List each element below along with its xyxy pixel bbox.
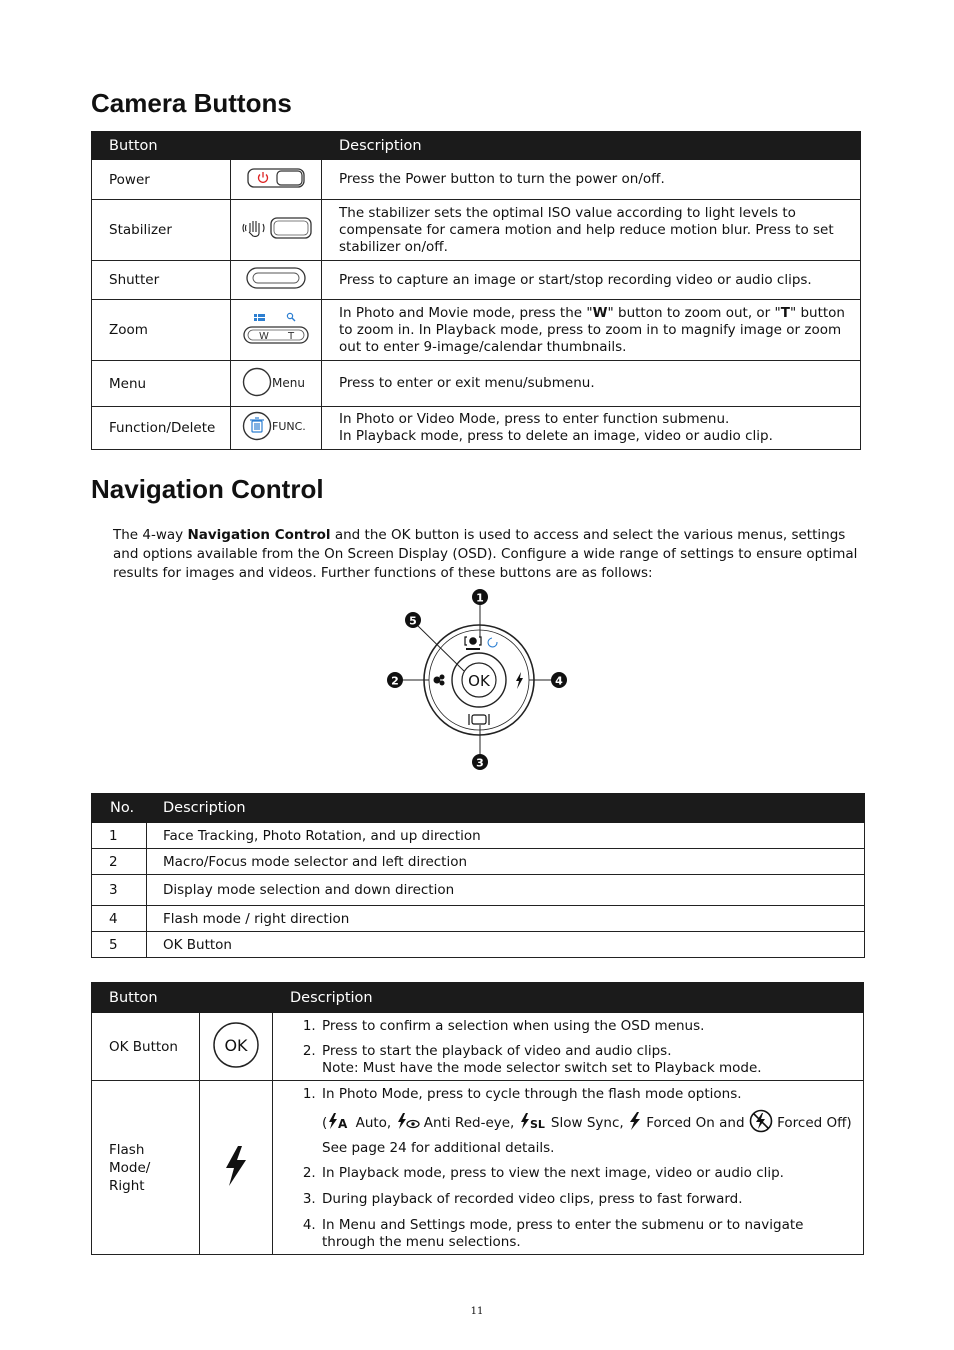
svg-text:1: 1 — [476, 591, 484, 605]
zoom-lever-icon — [231, 300, 322, 361]
flash-slow-sync-icon — [519, 1112, 547, 1130]
row-desc-power: Press the Power button to turn the power on/off. — [322, 160, 861, 200]
row-desc-flash-mode — [273, 1081, 864, 1255]
svg-text:3: 3 — [476, 756, 484, 770]
row-desc-function-delete: In Photo or Video Mode, press to enter function submenu. In Playback mode, press to delete an image, video or audio clip. — [322, 407, 861, 450]
camera-buttons-title: Camera Buttons — [91, 88, 292, 118]
row-label-power: Power — [92, 160, 231, 200]
col-header-description: Description — [147, 794, 865, 823]
table-row: 5 OK Button — [92, 932, 865, 958]
table-row — [92, 200, 861, 261]
table-row: 2 Macro/Focus mode selector and left direction — [92, 849, 865, 875]
menu-button-icon — [231, 361, 322, 407]
col-header-button: Button — [92, 983, 273, 1013]
row-desc-menu: Press to enter or exit menu/submenu. — [322, 361, 861, 407]
table-row — [92, 300, 861, 361]
svg-text:A: A — [338, 1117, 348, 1130]
table-row — [92, 1013, 864, 1081]
shutter-button-icon — [231, 261, 322, 300]
list-item: 2. In Playback mode, press to view the next image, video or audio clip. — [320, 1165, 853, 1182]
navigation-numbers-table — [91, 793, 865, 958]
flash-modes-line: ( A Auto, Anti Red-eye, SL Slow Sync, Forced On and Forced Off) — [322, 1109, 853, 1134]
row-desc-ok-button — [273, 1013, 864, 1081]
col-header-description: Description — [322, 132, 861, 160]
ok-center-label: OK — [468, 672, 490, 690]
callout-4 — [551, 672, 567, 688]
col-header-description: Description — [273, 983, 864, 1013]
svg-text:4: 4 — [555, 674, 563, 688]
svg-text:2: 2 — [391, 674, 399, 688]
zoom-t-label: T — [288, 331, 295, 342]
ok-flash-buttons-table — [91, 982, 864, 1255]
flash-button-icon — [200, 1081, 273, 1255]
func-delete-button-icon — [231, 407, 322, 450]
col-header-no: No. — [92, 794, 147, 823]
list-item: 1. In Photo Mode, press to cycle through the flash mode options. ( A Auto, Anti Red-eye, SL Slow Sync, Forced On and Forced Off) See page 24 for additional details. — [320, 1086, 853, 1157]
table-row: 3 Display mode selection and down direction — [92, 875, 865, 906]
flash-red-eye-icon — [396, 1112, 420, 1130]
row-label-shutter: Shutter — [92, 261, 231, 300]
row-label-zoom: Zoom — [92, 300, 231, 361]
page-number: 11 — [470, 1306, 484, 1317]
row-desc-shutter: Press to capture an image or start/stop recording video or audio clips. — [322, 261, 861, 300]
navigation-control-title: Navigation Control — [91, 474, 324, 504]
row-desc-zoom: In Photo and Movie mode, press the "W" button to zoom out, or "T" button to zoom in. In Playback mode, press to zoom in to magnify image or zoom out to enter 9-image/calendar thumbnails. — [322, 300, 861, 361]
svg-text:5: 5 — [409, 614, 417, 628]
table-row — [92, 1081, 864, 1255]
table-row — [92, 361, 861, 407]
list-item: 1. Press to confirm a selection when using the OSD menus. — [320, 1018, 853, 1035]
ok-icon-text: OK — [224, 1035, 248, 1055]
table-row — [92, 160, 861, 200]
row-desc-stabilizer: The stabilizer sets the optimal ISO value according to light levels to compensate for camera motion and help reduce motion blur. Press to set stabilizer on/off. — [322, 200, 861, 261]
stabilizer-button-icon — [231, 200, 322, 261]
flash-forced-on-icon — [628, 1111, 642, 1131]
row-label-ok-button: OK Button — [92, 1013, 200, 1081]
svg-text:SL: SL — [529, 1118, 545, 1130]
callout-5 — [405, 612, 421, 628]
flash-auto-icon — [327, 1112, 351, 1130]
navigation-intro-paragraph: The 4-way Navigation Control and the OK button is used to access and select the various menus, settings and options available from the On Screen Display (OSD). Configure a wide range of settings to ensure optimal results for images and videos. Further functions of these buttons are as follows: — [113, 527, 858, 581]
list-item: 2. Press to start the playback of video and audio clips. Note: Must have the mode selector switch set to Playback mode. — [320, 1043, 853, 1077]
col-header-button: Button — [92, 132, 322, 160]
callout-2 — [387, 672, 403, 688]
list-item: 4. In Menu and Settings mode, press to enter the submenu or to navigate through the menu selections. — [320, 1217, 853, 1251]
row-label-stabilizer: Stabilizer — [92, 200, 231, 261]
camera-buttons-table — [91, 131, 861, 450]
flash-forced-off-icon — [749, 1109, 773, 1133]
table-row — [92, 407, 861, 450]
table-row: 4 Flash mode / right direction — [92, 906, 865, 932]
list-item: 3. During playback of recorded video clips, press to fast forward. — [320, 1191, 853, 1208]
callout-3 — [472, 754, 488, 770]
zoom-w-label: W — [259, 331, 269, 342]
navigation-control-diagram — [380, 585, 580, 775]
row-label-menu: Menu — [92, 361, 231, 407]
ok-button-icon — [200, 1013, 273, 1081]
callout-1 — [472, 589, 488, 605]
table-row: 1 Face Tracking, Photo Rotation, and up direction — [92, 823, 865, 849]
menu-icon-text: Menu — [272, 375, 305, 390]
table-row — [92, 261, 861, 300]
power-button-icon — [231, 160, 322, 200]
func-icon-text: FUNC. — [272, 420, 306, 433]
trash-icon — [250, 418, 264, 432]
row-label-flash-mode: Flash Mode/ Right — [92, 1081, 200, 1255]
row-label-function-delete: Function/Delete — [92, 407, 231, 450]
